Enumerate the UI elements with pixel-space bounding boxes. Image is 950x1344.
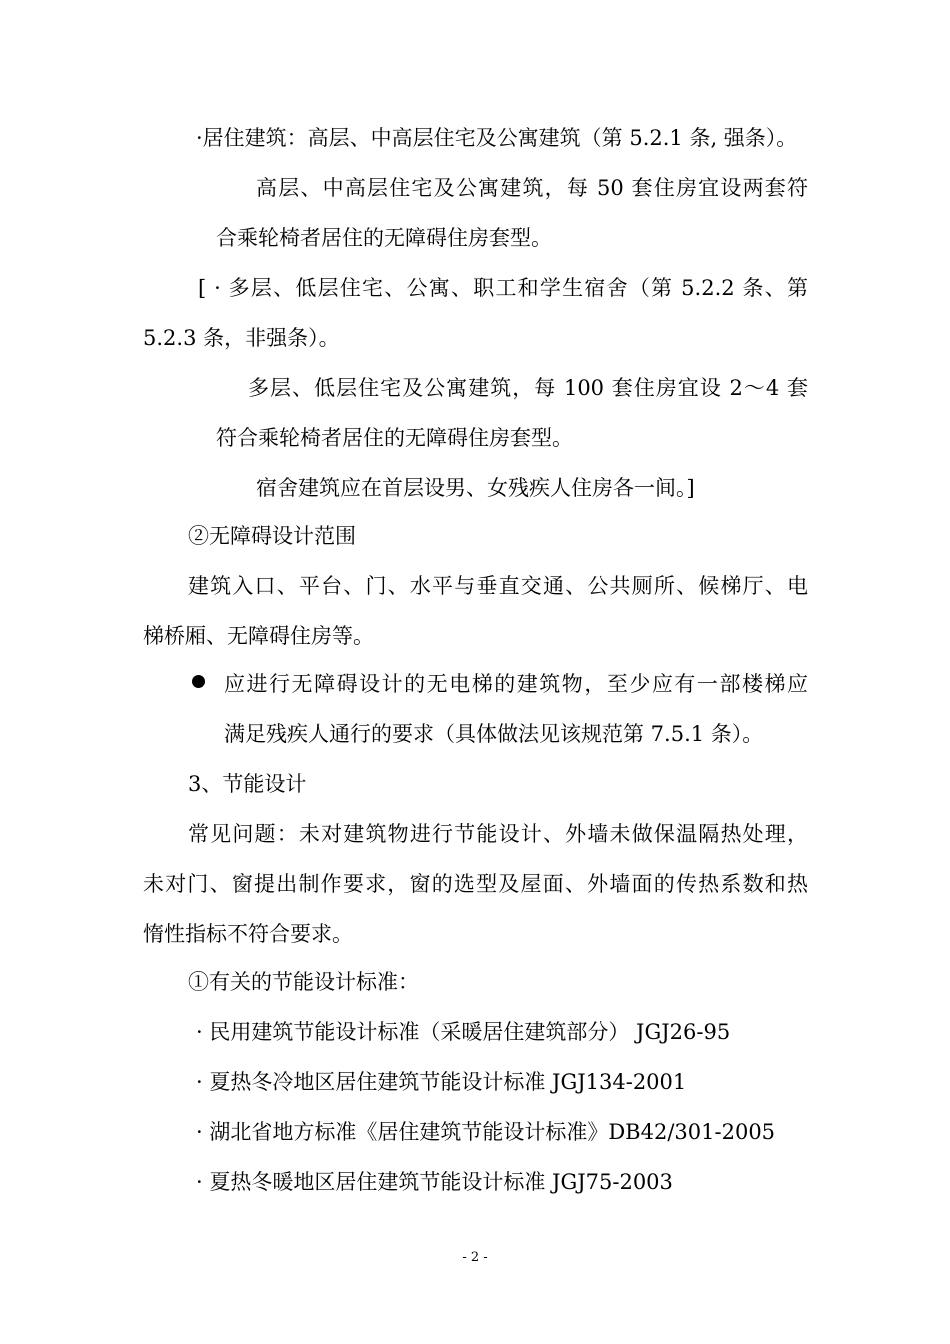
paragraph-line: ·居住建筑：高层、中高层住宅及公寓建筑（第 5.2.1 条, 强条）。 [196, 126, 798, 150]
bullet-dot-icon [192, 675, 205, 688]
section-heading: ②无障碍设计范围 [188, 524, 356, 548]
paragraph-line: 高层、中高层住宅及公寓建筑，每 50 套住房宜设两套符 [256, 176, 808, 200]
standard-item: · 民用建筑节能设计标准（采暖居住建筑部分） JGJ26-95 [196, 1020, 731, 1044]
paragraph-line: [ · 多层、低层住宅、公寓、职工和学生宿舍（第 5.2.2 条、第 [198, 276, 808, 300]
paragraph-line: 梯桥厢、无障碍住房等。 [143, 624, 374, 648]
section-heading: 3、节能设计 [188, 772, 307, 796]
paragraph-line: 建筑入口、平台、门、水平与垂直交通、公共厕所、候梯厅、电 [188, 574, 808, 598]
paragraph-line: 惰性指标不符合要求。 [143, 922, 353, 946]
standard-item: · 夏热冬冷地区居住建筑节能设计标准 JGJ134-2001 [196, 1070, 687, 1094]
page-number: - 2 - [462, 1250, 488, 1265]
paragraph-line: 合乘轮椅者居住的无障碍住房套型。 [216, 226, 552, 250]
standard-item: · 夏热冬暖地区居住建筑节能设计标准 JGJ75-2003 [196, 1170, 673, 1194]
paragraph-line: 5.2.3 条，非强条）。 [143, 326, 340, 350]
section-heading: ①有关的节能设计标准： [188, 970, 419, 994]
standard-item: · 湖北省地方标准《居住建筑节能设计标准》DB42/301-2005 [196, 1120, 776, 1144]
paragraph-line: 宿舍建筑应在首层设男、女残疾人住房各一间。] [256, 476, 695, 500]
paragraph-line: 符合乘轮椅者居住的无障碍住房套型。 [216, 426, 573, 450]
paragraph-line: 常见问题：未对建筑物进行节能设计、外墙未做保温隔热处理， [188, 822, 808, 846]
paragraph-line: 应进行无障碍设计的无电梯的建筑物，至少应有一部楼梯应 [224, 672, 808, 696]
paragraph-line: 未对门、窗提出制作要求，窗的选型及屋面、外墙面的传热系数和热 [143, 872, 808, 896]
paragraph-line: 满足残疾人通行的要求（具体做法见该规范第 7.5.1 条）。 [224, 722, 764, 746]
paragraph-line: 多层、低层住宅及公寓建筑，每 100 套住房宜设 2～4 套 [248, 376, 808, 400]
